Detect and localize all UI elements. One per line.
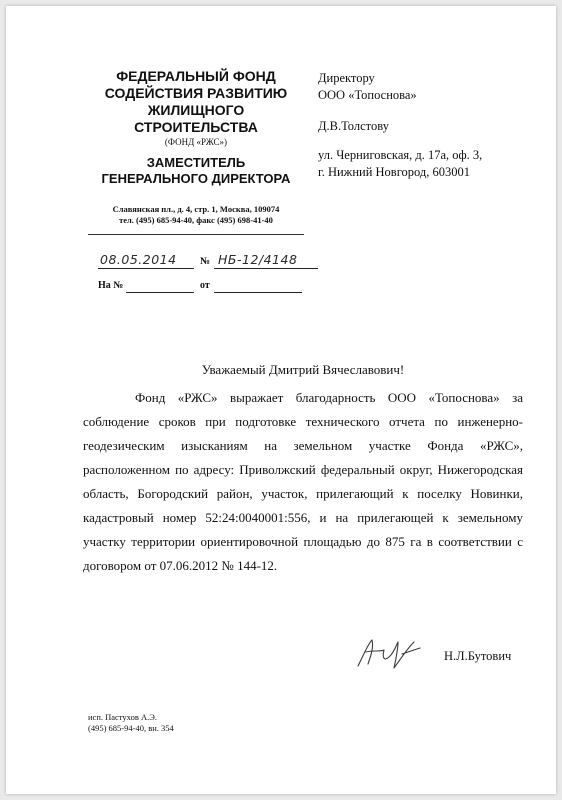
sender-position-line: ЗАМЕСТИТЕЛЬ: [146, 155, 246, 170]
letterhead: [76, 68, 316, 235]
sender-phone: тел. (495) 685-94-40, факс (495) 698-41-40: [119, 215, 273, 225]
recipient-city: г. Нижний Новгород, 603001: [318, 165, 471, 179]
outgoing-date: 08.05.2014: [100, 252, 177, 267]
recipient-block: [318, 70, 538, 181]
org-name-line: СТРОИТЕЛЬСТВА: [134, 119, 258, 135]
salutation: Уважаемый Дмитрий Вячеславович!: [201, 362, 405, 377]
reference-number-line: [126, 278, 194, 293]
executor-phone: (495) 685-94-40, вн. 354: [88, 723, 174, 733]
outgoing-registration-row: [98, 254, 318, 278]
org-name-line: СОДЕЙСТВИЯ РАЗВИТИЮ: [104, 85, 288, 101]
sender-position: [76, 155, 316, 187]
incoming-reference-row: [98, 278, 318, 302]
recipient-name: Д.В.Толстову: [318, 119, 389, 133]
letter-body: Фонд «РЖС» выражает благодарность ООО «Топоснова» за соблюдение сроков при подготовке технического отчета по инженерно-геодезическим изысканиям на земельном участке Фонда «РЖС», расположенном по адресу: Приволжский федеральный округ, Нижегородская область, Богородский район, участок, прилегающий к поселку Новинки, кадастровый номер 52:24:0040001:556, и на прилегающей к земельному участку территории ориентировочной площадью до 875 га в соответствии с договором от 07.06.2012 № 144-12.: [83, 390, 523, 573]
reference-date-line: [214, 278, 302, 293]
org-name-line: ЖИЛИЩНОГО: [147, 102, 245, 118]
org-name-line: ФЕДЕРАЛЬНЫЙ ФОНД: [116, 68, 276, 84]
sender-address: [76, 204, 316, 226]
sender-position-line: ГЕНЕРАЛЬНОГО ДИРЕКТОРА: [101, 171, 291, 186]
signature-image: [354, 634, 424, 672]
outgoing-number: НБ-12/4148: [218, 252, 298, 267]
executor-name: исп. Пастухов А.Э.: [88, 712, 157, 722]
executor-block: [88, 712, 174, 734]
org-abbreviation: (ФОНД «РЖС»): [164, 137, 228, 147]
signer-name: Н.Л.Бутович: [444, 649, 512, 663]
letterhead-divider: [88, 234, 304, 235]
registration-block: [98, 254, 318, 302]
reference-number-label: На №: [98, 280, 124, 291]
recipient-street: ул. Черниговская, д. 17а, оф. 3,: [318, 148, 483, 162]
sender-street: Славянская пл., д. 4, стр. 1, Москва, 109074: [112, 204, 280, 214]
recipient-title: Директору: [318, 71, 375, 85]
number-label: №: [200, 256, 211, 267]
reference-date-label: от: [200, 280, 210, 291]
recipient-company: ООО «Топоснова»: [318, 88, 417, 102]
letter-page: [6, 6, 556, 794]
